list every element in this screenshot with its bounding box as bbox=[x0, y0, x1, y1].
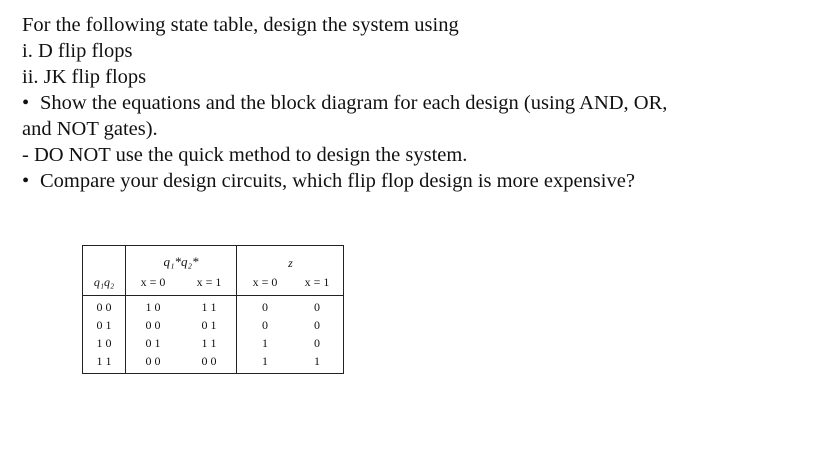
table-cell-next-x1: 0 0 bbox=[201, 354, 217, 368]
table-divider bbox=[83, 295, 343, 296]
instruction-compare: • Compare your design circuits, which flip flop design is more expensive? bbox=[22, 170, 635, 192]
table-cell-state: 0 1 bbox=[96, 318, 112, 332]
next-state-x1-header: x = 1 bbox=[196, 275, 222, 289]
next-state-header: q₁*q₂* bbox=[163, 254, 199, 269]
bullet-icon: • bbox=[22, 92, 30, 114]
table-cell-z-x1: 0 bbox=[314, 300, 320, 314]
state-table bbox=[82, 245, 344, 374]
instruction-no-quick-method: - DO NOT use the quick method to design the system. bbox=[22, 144, 468, 166]
table-cell-next-x0: 0 0 bbox=[145, 354, 161, 368]
table-cell-next-x1: 0 1 bbox=[201, 318, 217, 332]
table-cell-next-x0: 1 0 bbox=[145, 300, 161, 314]
question-text bbox=[22, 12, 812, 194]
output-x1-header: x = 1 bbox=[304, 275, 330, 289]
table-cell-next-x0: 0 1 bbox=[145, 336, 161, 350]
option-d-flip-flops: i. D flip flops bbox=[22, 40, 133, 62]
option-jk-flip-flops: ii. JK flip flops bbox=[22, 66, 147, 88]
instruction-equations-cont: and NOT gates). bbox=[22, 118, 158, 140]
bullet-icon: • bbox=[22, 170, 30, 192]
instruction-equations: • Show the equations and the block diagram for each design (using AND, OR, bbox=[22, 92, 668, 114]
table-cell-state: 1 0 bbox=[96, 336, 112, 350]
table-cell-state: 0 0 bbox=[96, 300, 112, 314]
present-state-header: q₁q₂ bbox=[93, 275, 115, 289]
table-cell-z-x1: 0 bbox=[314, 318, 320, 332]
output-header: z bbox=[288, 256, 293, 270]
table-cell-z-x0: 0 bbox=[262, 318, 268, 332]
table-cell-z-x1: 0 bbox=[314, 336, 320, 350]
next-state-x0-header: x = 0 bbox=[140, 275, 166, 289]
table-cell-next-x0: 0 0 bbox=[145, 318, 161, 332]
table-cell-next-x1: 1 1 bbox=[201, 300, 217, 314]
table-cell-z-x1: 1 bbox=[314, 354, 320, 368]
table-cell-z-x0: 0 bbox=[262, 300, 268, 314]
table-cell-z-x0: 1 bbox=[262, 354, 268, 368]
table-cell-z-x0: 1 bbox=[262, 336, 268, 350]
table-cell-state: 1 1 bbox=[96, 354, 112, 368]
table-cell-next-x1: 1 1 bbox=[201, 336, 217, 350]
output-x0-header: x = 0 bbox=[252, 275, 278, 289]
question-intro: For the following state table, design the system using bbox=[22, 14, 459, 36]
